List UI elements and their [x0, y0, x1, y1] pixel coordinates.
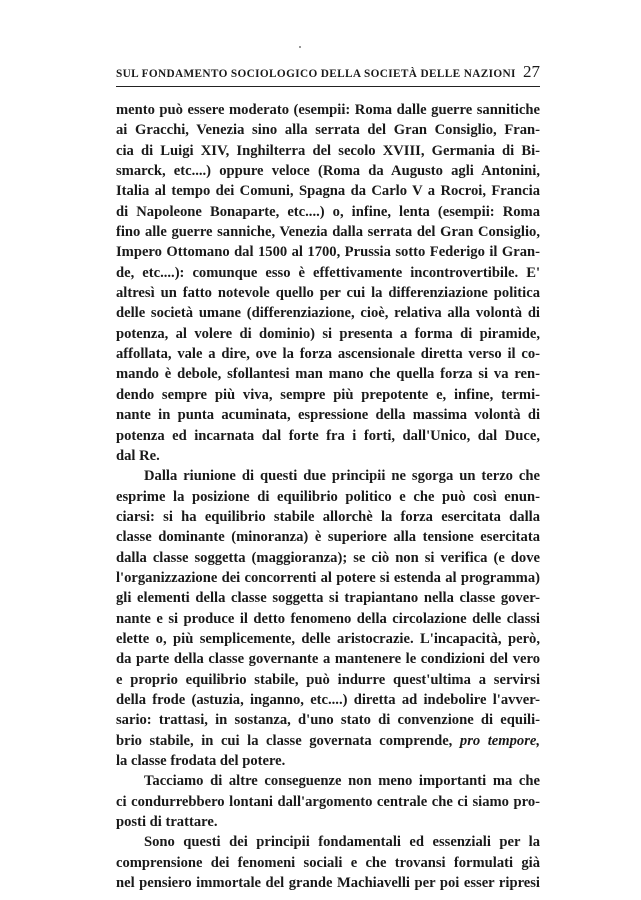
- paragraph-first-line: Sono questi dei principii fondamentali ed essenziali per la: [144, 834, 540, 851]
- text-line: delle società umane (differenziazione, cioè, relativa alla volontà di: [116, 305, 540, 322]
- text-line: gli elementi della classe soggetta si trapiantano nella classe gover-: [116, 590, 540, 607]
- text-line: affollata, vale a dire, ove la forza ascensionale diretta verso il co-: [116, 346, 540, 363]
- text-line: dalla classe soggetta (maggioranza); se ciò non si verifica (e dove: [116, 549, 540, 566]
- italic-phrase: pro tempore,: [459, 732, 540, 749]
- text-line: dal Re.: [116, 447, 160, 464]
- text-line: de, etc....): comunque esso è effettivamente incontrovertibile. E': [116, 264, 540, 281]
- text-line: nante in punta acuminata, espressione della massima volontà di: [116, 407, 540, 424]
- text-line: l'organizzazione dei concorrenti al potere si estenda al programma): [116, 569, 540, 586]
- text-line: Italia al tempo dei Comuni, Spagna da Carlo V a Rocroi, Francia: [116, 183, 540, 200]
- running-header-title: SUL FONDAMENTO SOCIOLOGICO DELLA SOCIETÀ DELLE NAZIONI: [116, 68, 516, 80]
- text-line: ai Gracchi, Venezia sino alla serrata del Gran Consiglio, Fran-: [116, 122, 540, 139]
- text-line: di Napoleone Bonaparte, etc....) o, infine, lenta (esempii: Roma: [116, 203, 540, 220]
- text-line-with-italic: [116, 731, 540, 751]
- running-header: [116, 62, 540, 82]
- text-segment: brio stabile, in cui la classe governata comprende,: [116, 732, 453, 749]
- text-line: nante e si produce il detto fenomeno della circolazione delle classi: [116, 610, 540, 627]
- text-line: comprensione dei fenomeni sociali e che trovansi formulati già: [116, 854, 540, 871]
- text-line: classe dominante (minoranza) è superiore alla tensione esercitata: [116, 529, 540, 546]
- text-line: della frode (astuzia, inganno, etc....) diretta ad indebolire l'avver-: [116, 691, 540, 708]
- text-line: smarck, etc....) oppure veloce (Roma da Augusto agli Antonini,: [116, 163, 540, 180]
- text-line: posti di trattare.: [116, 814, 218, 831]
- page-number: 27: [523, 62, 540, 81]
- body-text: [116, 100, 540, 893]
- text-line: mando è debole, sfollantesi man mano che quella forza si va ren-: [116, 366, 540, 383]
- text-line: cia di Luigi XIV, Inghilterra del secolo XVIII, Germania di Bi-: [116, 142, 540, 159]
- text-line: elette o, più semplicemente, delle aristocrazie. L'incapacità, però,: [116, 630, 540, 647]
- text-line: da parte della classe governante a mantenere le condizioni del vero: [116, 651, 540, 668]
- text-line: la classe frodata del potere.: [116, 753, 286, 769]
- print-speck: [299, 46, 301, 48]
- text-line: e proprio equilibrio stabile, può indurre quest'ultima a servirsi: [116, 671, 540, 688]
- text-line: esprime la posizione di equilibrio politico e che può così enun-: [116, 488, 540, 505]
- text-line: altresì un fatto notevole quello per cui la differenziazione politica: [116, 285, 540, 302]
- text-line: nel pensiero immortale del grande Machiavelli per poi esser ripresi: [116, 875, 540, 892]
- header-rule: [116, 86, 540, 87]
- paragraph-first-line: Tacciamo di altre conseguenze non meno importanti ma che: [144, 773, 540, 790]
- text-line: fino alle guerre sanniche, Venezia dalla serrata del Gran Consiglio,: [116, 224, 540, 241]
- text-line: dendo sempre più viva, sempre più prepotente e, infine, termi-: [116, 386, 540, 403]
- text-line: sario: trattasi, in sostanza, d'uno stato di convenzione di equili-: [116, 712, 540, 729]
- paragraph-first-line: Dalla riunione di questi due principii ne sgorga un terzo che: [144, 468, 540, 485]
- text-line: ci condurrebbero lontani dall'argomento centrale che ci siamo pro-: [116, 793, 540, 810]
- text-line: ciarsi: si ha equilibrio stabile allorchè la forza esercitata dalla: [116, 508, 540, 525]
- text-line: mento può essere moderato (esempii: Roma dalle guerre sannitiche: [116, 102, 540, 118]
- text-line: Impero Ottomano dal 1500 al 1700, Prussia sotto Federigo il Gran-: [116, 244, 540, 261]
- text-line: potenza, al volere di dominio) si presenta a forma di piramide,: [116, 325, 540, 342]
- text-line: potenza ed incarnata dal forte fra i forti, dall'Unico, dal Duce,: [116, 427, 540, 444]
